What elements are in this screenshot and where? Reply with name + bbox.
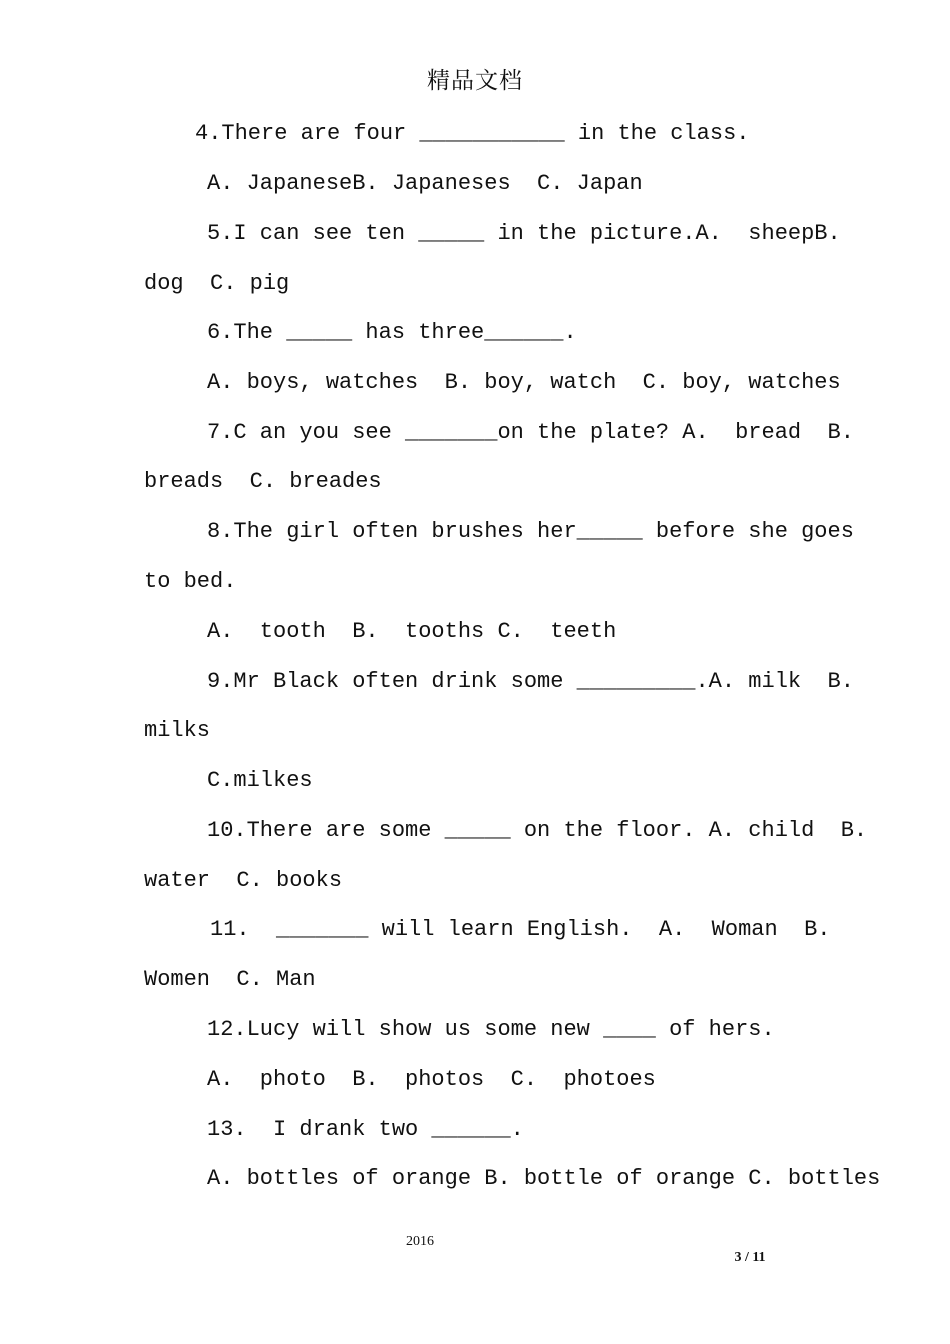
question-6-options: A. boys, watches B. boy, watch C. boy, watches — [207, 370, 841, 395]
question-9: 9.Mr Black often drink some _________.A. milk B. — [207, 669, 854, 694]
question-6: 6.The _____ has three______. — [207, 320, 577, 345]
question-12-options: A. photo B. photos C. photoes — [207, 1067, 656, 1092]
question-10: 10.There are some _____ on the floor. A. child B. — [207, 818, 868, 843]
question-11: 11. _______ will learn English. A. Woman B. — [210, 917, 831, 942]
question-13: 13. I drank two ______. — [207, 1117, 524, 1142]
question-8-continued: to bed. — [144, 569, 237, 594]
page-header-title: 精品文档 — [427, 68, 523, 94]
question-9-options: milks — [144, 718, 211, 743]
question-4-options: A. JapaneseB. Japaneses C. Japan — [207, 171, 643, 196]
question-9-option-c: C.milkes — [207, 768, 313, 793]
question-12: 12.Lucy will show us some new ____ of hers. — [207, 1017, 775, 1042]
question-7: 7.C an you see _______on the plate? A. bread B. — [207, 420, 854, 445]
question-11-options: Women C. Man — [144, 967, 316, 992]
question-8-options: A. tooth B. tooths C. teeth — [207, 619, 617, 644]
question-10-options: water C. books — [144, 868, 343, 893]
question-13-options: A. bottles of orange B. bottle of orange C. bottles — [207, 1166, 881, 1191]
question-8: 8.The girl often brushes her_____ before she goes — [207, 519, 854, 544]
page-number: 3 / 11 — [734, 1250, 766, 1265]
footer-year: 2016 — [406, 1234, 434, 1249]
question-5: 5.I can see ten _____ in the picture.A. sheepB. — [207, 221, 841, 246]
question-4: 4.There are four ___________ in the class. — [195, 121, 750, 146]
question-7-options: breads C. breades — [144, 469, 382, 494]
question-5-options: dog C. pig — [144, 271, 290, 296]
